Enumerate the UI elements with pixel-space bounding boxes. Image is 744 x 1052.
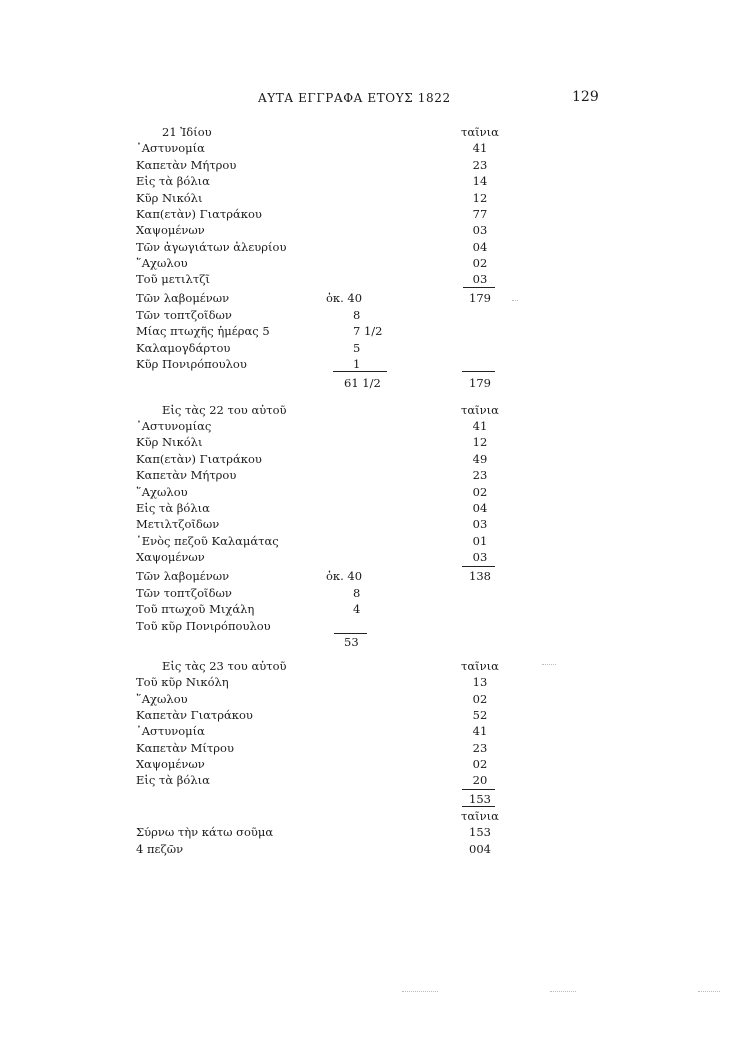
unit-label: ταῖνια xyxy=(461,809,499,823)
section-heading-row xyxy=(0,402,744,418)
ledger-row xyxy=(0,418,744,434)
ledger-row xyxy=(0,585,744,601)
ledger-row xyxy=(0,157,744,173)
entry-label: ῞Αχωλου xyxy=(136,485,188,499)
entry-label: ᾿Αστυνομίας xyxy=(136,419,212,433)
ledger-row xyxy=(0,356,744,372)
ledger-row xyxy=(0,772,744,788)
entry-value: 004 xyxy=(469,842,491,856)
sum-rule xyxy=(462,371,495,372)
unit-label: ταῖνια xyxy=(461,125,499,139)
received-amount: 1 xyxy=(353,357,361,371)
unit-label: ταῖνια xyxy=(461,659,499,673)
ledger-row xyxy=(0,549,744,565)
entry-label: Καπετὰν Μήτρου xyxy=(136,468,237,482)
ledger-row xyxy=(0,434,744,450)
ledger-row xyxy=(0,206,744,222)
entry-value: 77 xyxy=(472,207,488,221)
ledger-row xyxy=(0,484,744,500)
received-label: Κῦρ Πονιρόπουλου xyxy=(136,357,247,371)
ledger-row xyxy=(0,824,744,840)
ledger-row xyxy=(0,516,744,532)
received-label: Τοῦ πτωχοῦ Μιχάλη xyxy=(136,602,255,616)
entry-label: ῞Αχωλου xyxy=(136,692,188,706)
ledger-row xyxy=(0,239,744,255)
ledger-row xyxy=(0,340,744,356)
entry-label: Εἰς τὰ βόλια xyxy=(136,174,210,188)
entry-label: ᾿Αστυνομία xyxy=(136,141,205,155)
scan-mark xyxy=(550,991,576,992)
ledger-row xyxy=(0,323,744,339)
entry-label: Μετιλτζοῖδων xyxy=(136,517,220,531)
scan-mark xyxy=(698,991,720,992)
entry-label: Καπετὰν Μήτρου xyxy=(136,158,237,172)
entry-value: 14 xyxy=(472,174,488,188)
received-label: Καλαμογδάρτου xyxy=(136,341,231,355)
section-total-repeat: 179 xyxy=(469,376,491,390)
ledger-row xyxy=(0,467,744,483)
ledger-row xyxy=(0,375,744,391)
running-title: ΑΥΤΑ ΕΓΓΡΑΦΑ ΕΤΟΥΣ 1822 xyxy=(258,91,451,105)
ledger-row xyxy=(0,307,744,323)
entry-value: 03 xyxy=(472,272,488,286)
section-heading: Εἰς τὰς 23 του αὐτοῦ xyxy=(162,659,287,673)
ledger-row xyxy=(0,568,744,584)
ledger-row xyxy=(0,756,744,772)
entry-value: 13 xyxy=(472,675,488,689)
ledger-row xyxy=(0,190,744,206)
sum-rule xyxy=(333,371,387,372)
entry-value: 02 xyxy=(472,485,488,499)
section-total: 179 xyxy=(469,291,491,305)
entry-label: 4 πεζῶν xyxy=(136,842,184,856)
entry-value: 04 xyxy=(472,501,488,515)
entry-value: 41 xyxy=(472,724,488,738)
section-heading: Εἰς τὰς 22 του αὐτοῦ xyxy=(162,403,287,417)
sum-rule xyxy=(462,806,495,807)
entry-label: Κῦρ Νικόλι xyxy=(136,435,203,449)
section-heading-row xyxy=(0,658,744,674)
entry-value: 01 xyxy=(472,534,488,548)
entry-value: 02 xyxy=(472,256,488,270)
sum-rule xyxy=(462,566,495,567)
entry-value: 12 xyxy=(472,435,488,449)
received-label: Μίας πτωχῆς ἡμέρας 5 xyxy=(136,324,270,338)
entry-value: 12 xyxy=(472,191,488,205)
received-label: Τῶν λαβομένων xyxy=(136,569,230,583)
received-amount: ὀκ. 40 xyxy=(326,291,363,305)
entry-value: 23 xyxy=(472,741,488,755)
entry-label: Εἰς τὰ βόλια xyxy=(136,773,210,787)
entry-label: Καπ(ετὰν) Γιατράκου xyxy=(136,207,262,221)
received-label: Τῶν τοπτζοῖδων xyxy=(136,308,232,322)
entry-label: Τοῦ κῦρ Νικόλη xyxy=(136,675,229,689)
received-label: Τῶν τοπτζοῖδων xyxy=(136,586,232,600)
ledger-row xyxy=(0,723,744,739)
scan-mark xyxy=(402,991,438,992)
entry-value: 153 xyxy=(469,825,491,839)
entry-value: 41 xyxy=(472,419,488,433)
entry-value: 20 xyxy=(472,773,488,787)
entry-value: 52 xyxy=(472,708,488,722)
entry-label: Χαψομένων xyxy=(136,223,205,237)
section-total: 138 xyxy=(469,569,491,583)
entry-label: Καπετὰν Γιατράκου xyxy=(136,708,253,722)
received-total: 61 1/2 xyxy=(344,376,381,390)
sum-rule xyxy=(462,789,495,790)
entry-label: Τῶν ἀγωγιάτων ἀλευρίου xyxy=(136,240,287,254)
entry-label: Χαψομένων xyxy=(136,757,205,771)
entry-label: ῾Ενὸς πεζοῦ Καλαμάτας xyxy=(136,534,279,548)
entry-value: 23 xyxy=(472,158,488,172)
entry-value: 04 xyxy=(472,240,488,254)
entry-value: 03 xyxy=(472,223,488,237)
ledger-row xyxy=(0,634,744,650)
section-heading-row xyxy=(0,124,744,140)
received-amount: 8 xyxy=(353,586,361,600)
received-label: Τῶν λαβομένων xyxy=(136,291,230,305)
entry-label: ᾿Αστυνομία xyxy=(136,724,205,738)
ledger-row xyxy=(0,140,744,156)
entry-label: Σύρνω τὴν κάτω σοῦμα xyxy=(136,825,274,839)
ledger-row xyxy=(0,841,744,857)
entry-value: 02 xyxy=(472,757,488,771)
entry-label: Καπ(ετὰν) Γιατράκου xyxy=(136,452,262,466)
ledger-row xyxy=(0,618,744,634)
received-amount: 8 xyxy=(353,308,361,322)
ledger-row xyxy=(0,222,744,238)
entry-value: 03 xyxy=(472,550,488,564)
received-amount: 5 xyxy=(353,341,361,355)
scan-mark xyxy=(542,664,556,665)
ledger-row xyxy=(0,707,744,723)
ledger-row xyxy=(0,500,744,516)
ledger-row xyxy=(0,808,744,824)
ledger-row xyxy=(0,601,744,617)
ledger-row xyxy=(0,674,744,690)
ledger-row xyxy=(0,290,744,306)
entry-value: 41 xyxy=(472,141,488,155)
entry-value: 23 xyxy=(472,468,488,482)
ledger-row xyxy=(0,533,744,549)
ledger-row xyxy=(0,173,744,189)
received-total: 53 xyxy=(344,635,359,649)
entry-label: Χαψομένων xyxy=(136,550,205,564)
entry-label: Κῦρ Νικόλι xyxy=(136,191,203,205)
entry-value: 49 xyxy=(472,452,488,466)
ledger-row xyxy=(0,271,744,287)
page-number: 129 xyxy=(572,89,599,105)
unit-label: ταῖνια xyxy=(461,403,499,417)
ledger-row xyxy=(0,791,744,807)
received-label: Τοῦ κῦρ Πονιρόπουλου xyxy=(136,619,271,633)
sum-rule xyxy=(463,287,495,288)
received-amount: 7 1/2 xyxy=(353,324,383,338)
received-amount: ὀκ. 40 xyxy=(326,569,363,583)
entry-label: Τοῦ μετιλτζῖ xyxy=(136,272,210,286)
ledger-row xyxy=(0,691,744,707)
scan-mark xyxy=(512,300,518,301)
ledger-row xyxy=(0,740,744,756)
received-amount: 4 xyxy=(353,602,361,616)
entry-label: Καπετὰν Μίτρου xyxy=(136,741,234,755)
entry-value: 03 xyxy=(472,517,488,531)
section-heading: 21 Ἰδίου xyxy=(162,125,212,139)
entry-value: 02 xyxy=(472,692,488,706)
entry-label: Εἰς τὰ βόλια xyxy=(136,501,210,515)
section-total: 153 xyxy=(469,792,491,806)
entry-label: ῞Αχωλου xyxy=(136,256,188,270)
ledger-row xyxy=(0,255,744,271)
ledger-row xyxy=(0,451,744,467)
